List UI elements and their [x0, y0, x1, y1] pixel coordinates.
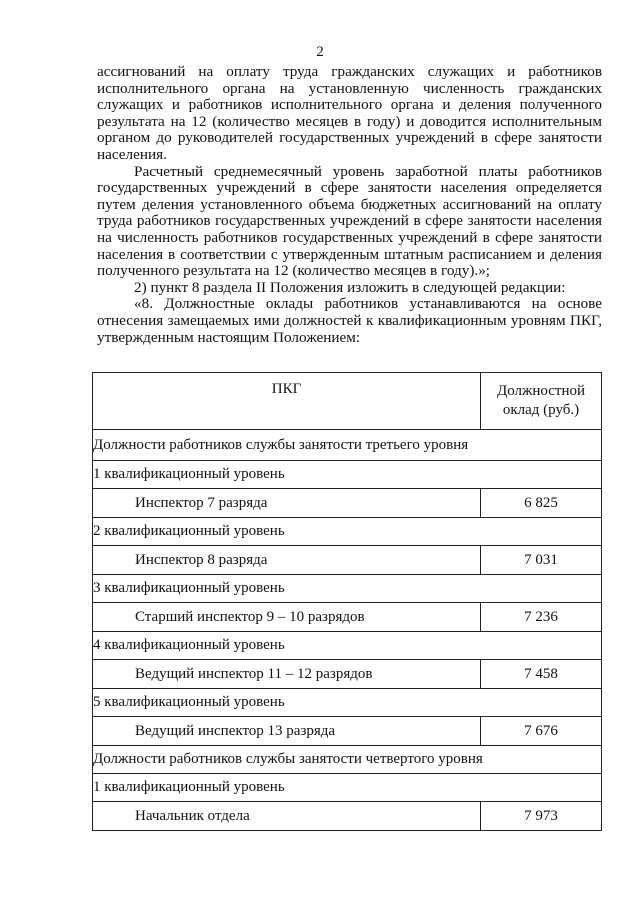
section-title: Должности работников службы занятости третьего уровня — [93, 430, 602, 461]
paragraph-point-8: «8. Должностные оклады работников устанавливаются на основе отнесения замещаемых ими должностей к квалификационным уровням ПКГ, утвержденным настоящим Положением: — [97, 295, 602, 346]
level-row — [93, 689, 602, 717]
level-row — [93, 461, 602, 489]
header-salary-line1: Должностной — [496, 383, 586, 399]
section-row — [93, 746, 602, 774]
level-row — [93, 518, 602, 546]
table-row — [93, 660, 602, 689]
position-name: Инспектор 8 разряда — [93, 546, 481, 575]
table-row — [93, 802, 602, 831]
header-salary-line2: оклад (руб.) — [502, 402, 580, 418]
paragraph-salary-calculation: Расчетный среднемесячный уровень заработной платы работников государственных учреждений в сфере занятости населения определяется путем деления установленного объема бюджетных ассигнований на оплату труда работников государственных учреждений в сфере занятости населения на численность работников государственных учреждений в сфере занятости населения в соответствии с утвержденным штатным расписанием и деления полученного результата на 12 (количество месяцев в году).»; — [97, 162, 602, 280]
table-row — [93, 717, 602, 746]
salary-table — [92, 372, 602, 831]
position-salary: 7 236 — [481, 603, 602, 632]
page-number: 2 — [316, 44, 324, 60]
document-body — [97, 64, 602, 346]
section-title: Должности работников службы занятости четвертого уровня — [93, 746, 602, 774]
position-name: Старший инспектор 9 – 10 разрядов — [93, 603, 481, 632]
table-header-row — [93, 373, 602, 430]
position-name: Ведущий инспектор 13 разряда — [93, 717, 481, 746]
header-salary — [481, 373, 602, 430]
qualification-level: 1 квалификационный уровень — [93, 774, 602, 802]
position-salary: 6 825 — [481, 489, 602, 518]
table-row — [93, 489, 602, 518]
position-salary: 7 973 — [481, 802, 602, 831]
paragraph-continuation: ассигнований на оплату труда гражданских служащих и работников исполнительного органа на установленную численность гражданских служащих и работников исполнительного органа и деления полученного результата на 12 (количество месяцев в году) и доводится исполнительным органом до руководителей государственных учреждений в сфере занятости населения. — [97, 63, 602, 163]
position-salary: 7 458 — [481, 660, 602, 689]
paragraph-amendment: 2) пункт 8 раздела II Положения изложить в следующей редакции: — [134, 278, 566, 296]
qualification-level: 2 квалификационный уровень — [93, 518, 602, 546]
position-name: Ведущий инспектор 11 – 12 разрядов — [93, 660, 481, 689]
level-row — [93, 632, 602, 660]
position-salary: 7 676 — [481, 717, 602, 746]
level-row — [93, 774, 602, 802]
qualification-level: 4 квалификационный уровень — [93, 632, 602, 660]
table-row — [93, 603, 602, 632]
level-row — [93, 575, 602, 603]
qualification-level: 5 квалификационный уровень — [93, 689, 602, 717]
qualification-level: 1 квалификационный уровень — [93, 461, 602, 489]
position-name: Инспектор 7 разряда — [93, 489, 481, 518]
position-name: Начальник отдела — [93, 802, 481, 831]
table-row — [93, 546, 602, 575]
header-pkg: ПКГ — [93, 373, 481, 430]
section-row — [93, 430, 602, 461]
position-salary: 7 031 — [481, 546, 602, 575]
qualification-level: 3 квалификационный уровень — [93, 575, 602, 603]
